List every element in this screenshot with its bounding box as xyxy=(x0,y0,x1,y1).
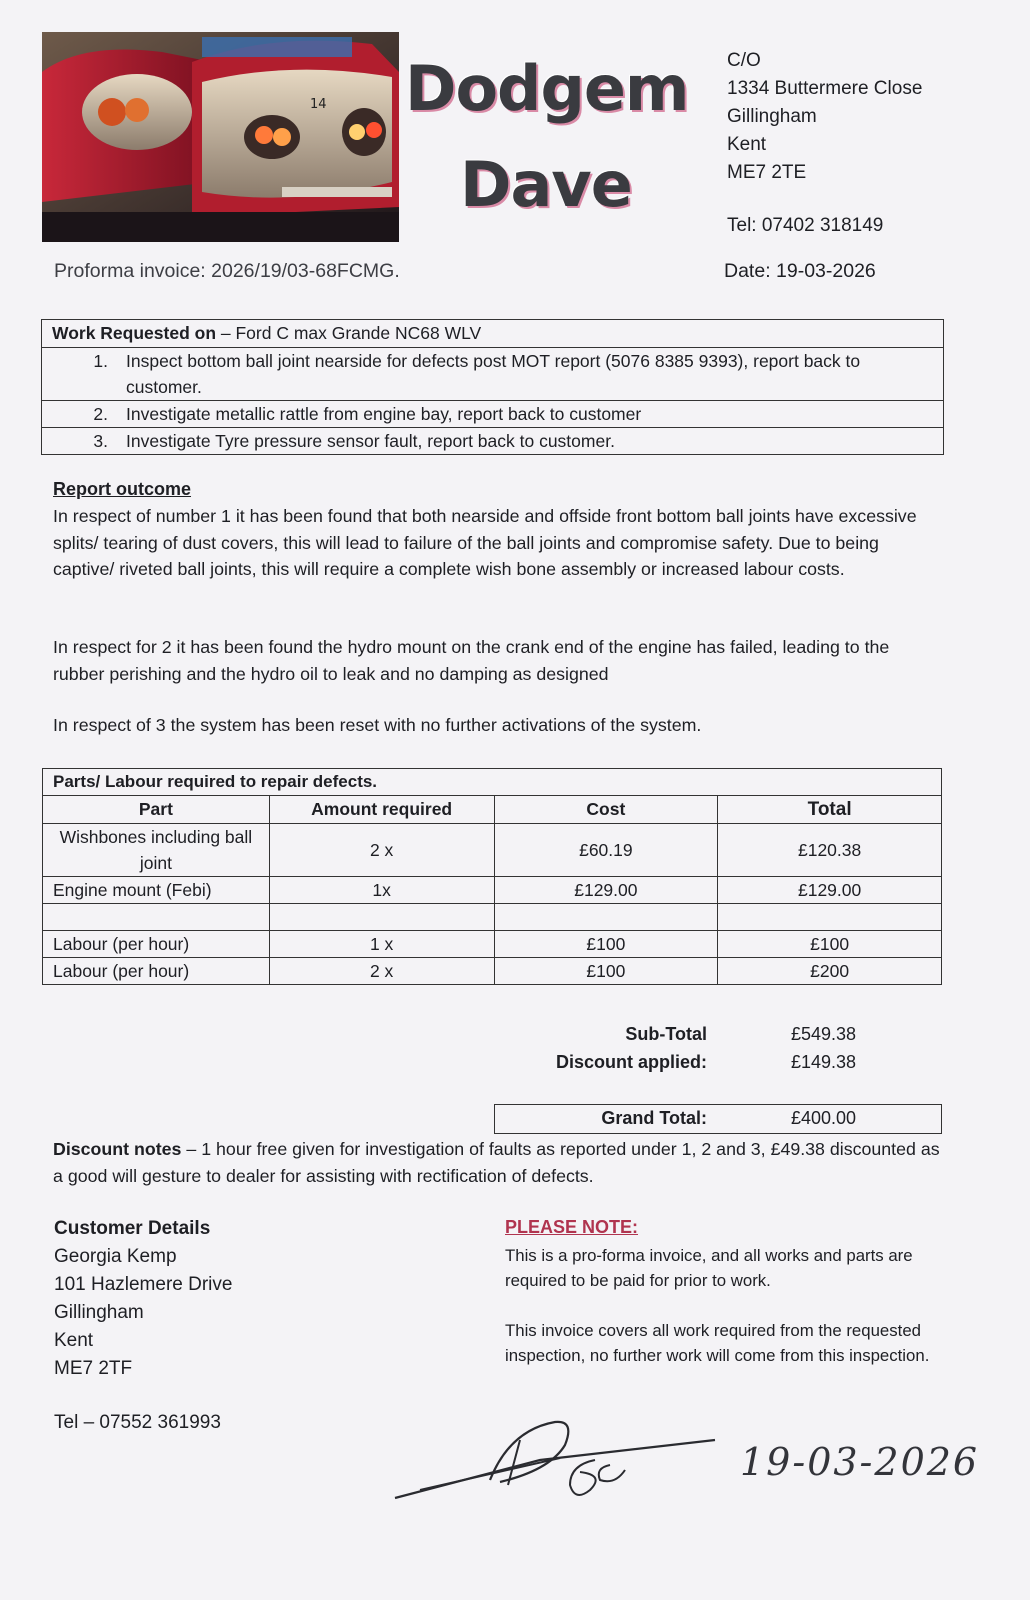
cost-cell: £60.19 xyxy=(494,824,718,877)
work-item-number: 1. xyxy=(93,351,108,371)
amount-cell: 1x xyxy=(269,877,494,904)
work-item-number: 2. xyxy=(93,404,108,424)
table-row xyxy=(43,931,942,958)
discount-notes xyxy=(53,1136,953,1190)
part-cell: Labour (per hour) xyxy=(43,958,270,985)
address-line: ME7 2TE xyxy=(727,162,807,183)
report-paragraph-1: In respect of number 1 it has been found that both nearside and offside front bottom ball joints have excessive splits/ tearing of dust covers, this will lead to failure of the ball joints and compromise safety. Due to being captive/ riveted ball joints, this will require a complete wish bone assembly or increased labour costs. xyxy=(53,506,917,579)
part-cell: Wishbones including ball joint xyxy=(43,824,270,877)
parts-labour-table xyxy=(42,768,942,985)
customer-details-title: Customer Details xyxy=(54,1218,211,1239)
address-line: C/O xyxy=(727,50,761,71)
total-cell xyxy=(718,904,942,931)
table-row xyxy=(43,958,942,985)
total-cell: £100 xyxy=(718,931,942,958)
business-tel: Tel: 07402 318149 xyxy=(727,215,884,236)
proforma-number: Proforma invoice: 2026/19/03-68FCMG. xyxy=(54,260,400,282)
cost-cell: £100 xyxy=(494,931,718,958)
part-cell xyxy=(43,904,270,931)
work-item xyxy=(42,347,943,400)
customer-address-line: 101 Hazlemere Drive xyxy=(54,1274,233,1295)
work-requested-table xyxy=(41,319,944,455)
discount-label: Discount applied: xyxy=(555,1052,707,1072)
grand-total-box xyxy=(494,1104,942,1134)
discount-value: £149.38 xyxy=(791,1052,857,1072)
amount-cell: 1 x xyxy=(269,931,494,958)
work-item-text: Investigate metallic rattle from engine bay, report back to customer xyxy=(126,404,642,424)
amount-cell: 2 x xyxy=(269,824,494,877)
invoice-date: Date: 19-03-2026 xyxy=(724,260,876,282)
subtotal-label: Sub-Total xyxy=(625,1024,707,1044)
grand-total-value: £400.00 xyxy=(791,1108,857,1128)
table-row xyxy=(43,877,942,904)
report-paragraph-3: In respect of 3 the system has been reset with no further activations of the system. xyxy=(53,715,702,735)
cost-cell xyxy=(494,904,718,931)
parts-table-caption: Parts/ Labour required to repair defects. xyxy=(43,769,942,796)
signature-date: 19-03-2026 xyxy=(740,1440,980,1484)
customer-address-line: Gillingham xyxy=(54,1302,144,1323)
business-address xyxy=(727,47,922,187)
customer-name: Georgia Kemp xyxy=(54,1246,177,1267)
cost-cell: £100 xyxy=(494,958,718,985)
please-note-paragraph-2: This invoice covers all work required from the requested inspection, no further work will come from this inspection. xyxy=(505,1321,930,1365)
discount-notes-text: – 1 hour free given for investigation of faults as reported under 1, 2 and 3, £49.38 discounted as a good will gesture to dealer for assisting with rectification of defects. xyxy=(53,1139,940,1186)
report-paragraph-2: In respect for 2 it has been found the hydro mount on the crank end of the engine has failed, leading to the rubber perishing and the hydro oil to leak and no damping as designed xyxy=(53,637,890,684)
customer-address-line: ME7 2TF xyxy=(54,1358,133,1379)
total-cell: £200 xyxy=(718,958,942,985)
please-note-title: PLEASE NOTE: xyxy=(505,1217,639,1237)
table-row xyxy=(43,824,942,877)
address-line: 1334 Buttermere Close xyxy=(727,78,923,99)
work-item-text: Inspect bottom ball joint nearside for defects post MOT report (5076 8385 9393), report back to customer. xyxy=(126,351,861,397)
column-header: Cost xyxy=(494,796,718,824)
work-item xyxy=(42,400,943,427)
table-header-row xyxy=(43,796,942,824)
brand-name-line1: Dodgem xyxy=(405,52,689,125)
part-cell: Engine mount (Febi) xyxy=(43,877,270,904)
column-header: Part xyxy=(43,796,270,824)
customer-tel: Tel – 07552 361993 xyxy=(54,1412,221,1433)
total-cell: £129.00 xyxy=(718,877,942,904)
bumper-cars-photo xyxy=(42,32,399,242)
amount-cell: 2 x xyxy=(269,958,494,985)
customer-address-line: Kent xyxy=(54,1330,94,1351)
amount-cell xyxy=(269,904,494,931)
please-note-paragraph-1: This is a pro-forma invoice, and all works and parts are required to be paid for prior to work. xyxy=(505,1246,913,1290)
customer-details xyxy=(54,1215,232,1437)
work-requested-label: Work Requested on xyxy=(52,323,217,343)
address-line: Gillingham xyxy=(727,106,817,127)
handwritten-signature xyxy=(390,1410,730,1510)
subtotal-value: £549.38 xyxy=(791,1024,857,1044)
grand-total-label: Grand Total: xyxy=(601,1108,707,1128)
column-header: Total xyxy=(718,796,942,824)
work-requested-header xyxy=(42,320,943,347)
car-number-label: 14 xyxy=(310,97,327,112)
report-outcome-title: Report outcome xyxy=(53,479,192,499)
vehicle-description: – Ford C max Grande NC68 WLV xyxy=(216,323,482,343)
work-item-text: Investigate Tyre pressure sensor fault, report back to customer. xyxy=(126,431,615,451)
cost-cell: £129.00 xyxy=(494,877,718,904)
column-header: Amount required xyxy=(269,796,494,824)
work-item-number: 3. xyxy=(93,431,108,451)
work-item xyxy=(42,427,943,454)
discount-notes-label: Discount notes xyxy=(53,1139,182,1159)
address-line: Kent xyxy=(727,134,767,155)
table-row-empty xyxy=(43,904,942,931)
total-cell: £120.38 xyxy=(718,824,942,877)
table-caption-row xyxy=(43,769,942,796)
part-cell: Labour (per hour) xyxy=(43,931,270,958)
brand-name-line2: Dave xyxy=(460,148,632,221)
